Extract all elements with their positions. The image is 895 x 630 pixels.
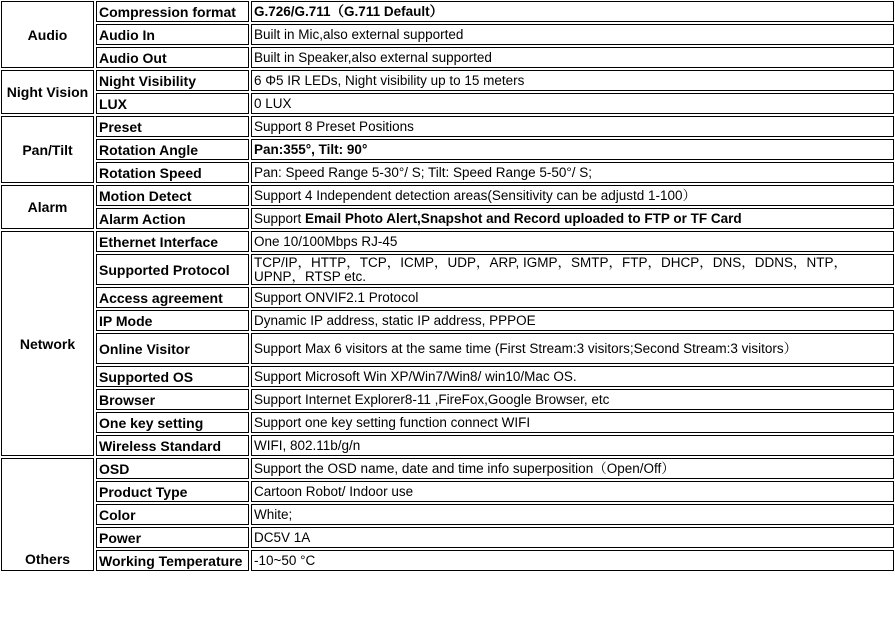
parameter-value [251, 389, 894, 410]
parameter-name: One key setting [96, 412, 249, 433]
parameter-value [251, 185, 894, 206]
parameter-name: Online Visitor [96, 333, 249, 364]
value-text: Support one key setting function connect WIFI [254, 414, 531, 430]
value-text: TCP/IP，HTTP，TCP，ICMP，UDP，ARP, IGMP，SMTP，FTP，DHCP，DNS，DDNS，NTP，UPNP，RTSP etc. [254, 254, 848, 284]
parameter-name: Audio Out [96, 47, 249, 68]
spec-row [1, 231, 894, 252]
value-text: 6 Φ5 IR LEDs, Night visibility up to 15 meters [254, 72, 525, 88]
spec-row [1, 310, 894, 331]
spec-row [1, 389, 894, 410]
parameter-value [251, 93, 894, 114]
spec-row [1, 24, 894, 45]
parameter-value [251, 208, 894, 229]
category-cell: Network [1, 231, 94, 456]
value-text: 0 LUX [254, 95, 292, 111]
parameter-name: Power [96, 527, 249, 548]
parameter-name: OSD [96, 458, 249, 479]
value-text: Support Max 6 visitors at the same time (First Stream:3 visitors;Second Stream:3 visitors） [254, 340, 798, 356]
spec-row [1, 93, 894, 114]
parameter-name: Working Temperature [96, 550, 249, 571]
parameter-name: Rotation Angle [96, 139, 249, 160]
value-text: Email Photo Alert,Snapshot and Record uploaded to FTP or TF Card [305, 210, 742, 226]
parameter-value [251, 24, 894, 45]
spec-row [1, 366, 894, 387]
parameter-name: Supported Protocol [96, 254, 249, 285]
parameter-name: Rotation Speed [96, 162, 249, 183]
parameter-value [251, 70, 894, 91]
spec-row [1, 254, 894, 285]
parameter-name: Product Type [96, 481, 249, 502]
spec-row [1, 208, 894, 229]
spec-row [1, 527, 894, 548]
parameter-value [251, 139, 894, 160]
parameter-name: Browser [96, 389, 249, 410]
value-text: Built in Speaker,also external supported [254, 49, 492, 65]
spec-row [1, 504, 894, 525]
category-cell: Night Vision [1, 70, 94, 114]
spec-row [1, 70, 894, 91]
parameter-value [251, 47, 894, 68]
parameter-value [251, 481, 894, 502]
parameter-name: Motion Detect [96, 185, 249, 206]
parameter-name: LUX [96, 93, 249, 114]
value-text: White; [254, 506, 293, 522]
parameter-name: Preset [96, 116, 249, 137]
parameter-name: Night Visibility [96, 70, 249, 91]
spec-row [1, 139, 894, 160]
parameter-value [251, 333, 894, 364]
category-cell: Audio [1, 1, 94, 68]
parameter-value [251, 116, 894, 137]
parameter-value [251, 1, 894, 22]
parameter-name: Ethernet Interface [96, 231, 249, 252]
value-text: Cartoon Robot/ Indoor use [254, 483, 414, 499]
parameter-value [251, 435, 894, 456]
parameter-value [251, 254, 894, 285]
value-text: Dynamic IP address, static IP address, PPPOE [254, 312, 536, 328]
value-text: Support 8 Preset Positions [254, 118, 414, 134]
value-text: G.726/G.711（G.711 Default） [254, 3, 444, 19]
value-text: Support the OSD name, date and time info superposition（Open/Off） [254, 460, 675, 476]
value-text: WIFI, 802.11b/g/n [254, 437, 361, 453]
value-text: Pan: Speed Range 5-30°/ S; Tilt: Speed Range 5-50°/ S; [254, 164, 593, 180]
spec-row [1, 550, 894, 571]
parameter-value [251, 527, 894, 548]
spec-row [1, 412, 894, 433]
parameter-value [251, 412, 894, 433]
spec-row [1, 1, 894, 22]
spec-row [1, 162, 894, 183]
parameter-name: Compression format [96, 1, 249, 22]
spec-row [1, 481, 894, 502]
value-text: Support Internet Explorer8-11 ,FireFox,Google Browser, etc [254, 391, 610, 407]
value-text: Support ONVIF2.1 Protocol [254, 289, 419, 305]
parameter-name: Audio In [96, 24, 249, 45]
parameter-value [251, 366, 894, 387]
value-text: Built in Mic,also external supported [254, 26, 464, 42]
spec-row [1, 47, 894, 68]
value-text: Support Microsoft Win XP/Win7/Win8/ win10/Mac OS. [254, 368, 577, 384]
spec-row [1, 435, 894, 456]
parameter-name: Wireless Standard [96, 435, 249, 456]
value-text: One 10/100Mbps RJ-45 [254, 233, 398, 249]
spec-row [1, 185, 894, 206]
spec-row [1, 116, 894, 137]
parameter-value [251, 231, 894, 252]
spec-row [1, 333, 894, 364]
value-text: -10~50 °C [254, 552, 316, 568]
parameter-name: Supported OS [96, 366, 249, 387]
parameter-value [251, 504, 894, 525]
category-cell: Pan/Tilt [1, 116, 94, 183]
category-cell: Others [1, 458, 94, 571]
value-text: Support 4 Independent detection areas(Sensitivity can be adjustd 1-100） [254, 187, 697, 203]
value-text: DC5V 1A [254, 529, 311, 545]
spec-table-body [1, 1, 894, 571]
parameter-value [251, 550, 894, 571]
parameter-value [251, 287, 894, 308]
parameter-value [251, 458, 894, 479]
parameter-name: IP Mode [96, 310, 249, 331]
value-text: Support [254, 210, 306, 226]
spec-row [1, 458, 894, 479]
parameter-name: Access agreement [96, 287, 249, 308]
parameter-value [251, 310, 894, 331]
value-text: Pan:355°, Tilt: 90° [254, 141, 368, 157]
parameter-name: Color [96, 504, 249, 525]
spec-row [1, 287, 894, 308]
parameter-name: Alarm Action [96, 208, 249, 229]
parameter-value [251, 162, 894, 183]
category-cell: Alarm [1, 185, 94, 229]
